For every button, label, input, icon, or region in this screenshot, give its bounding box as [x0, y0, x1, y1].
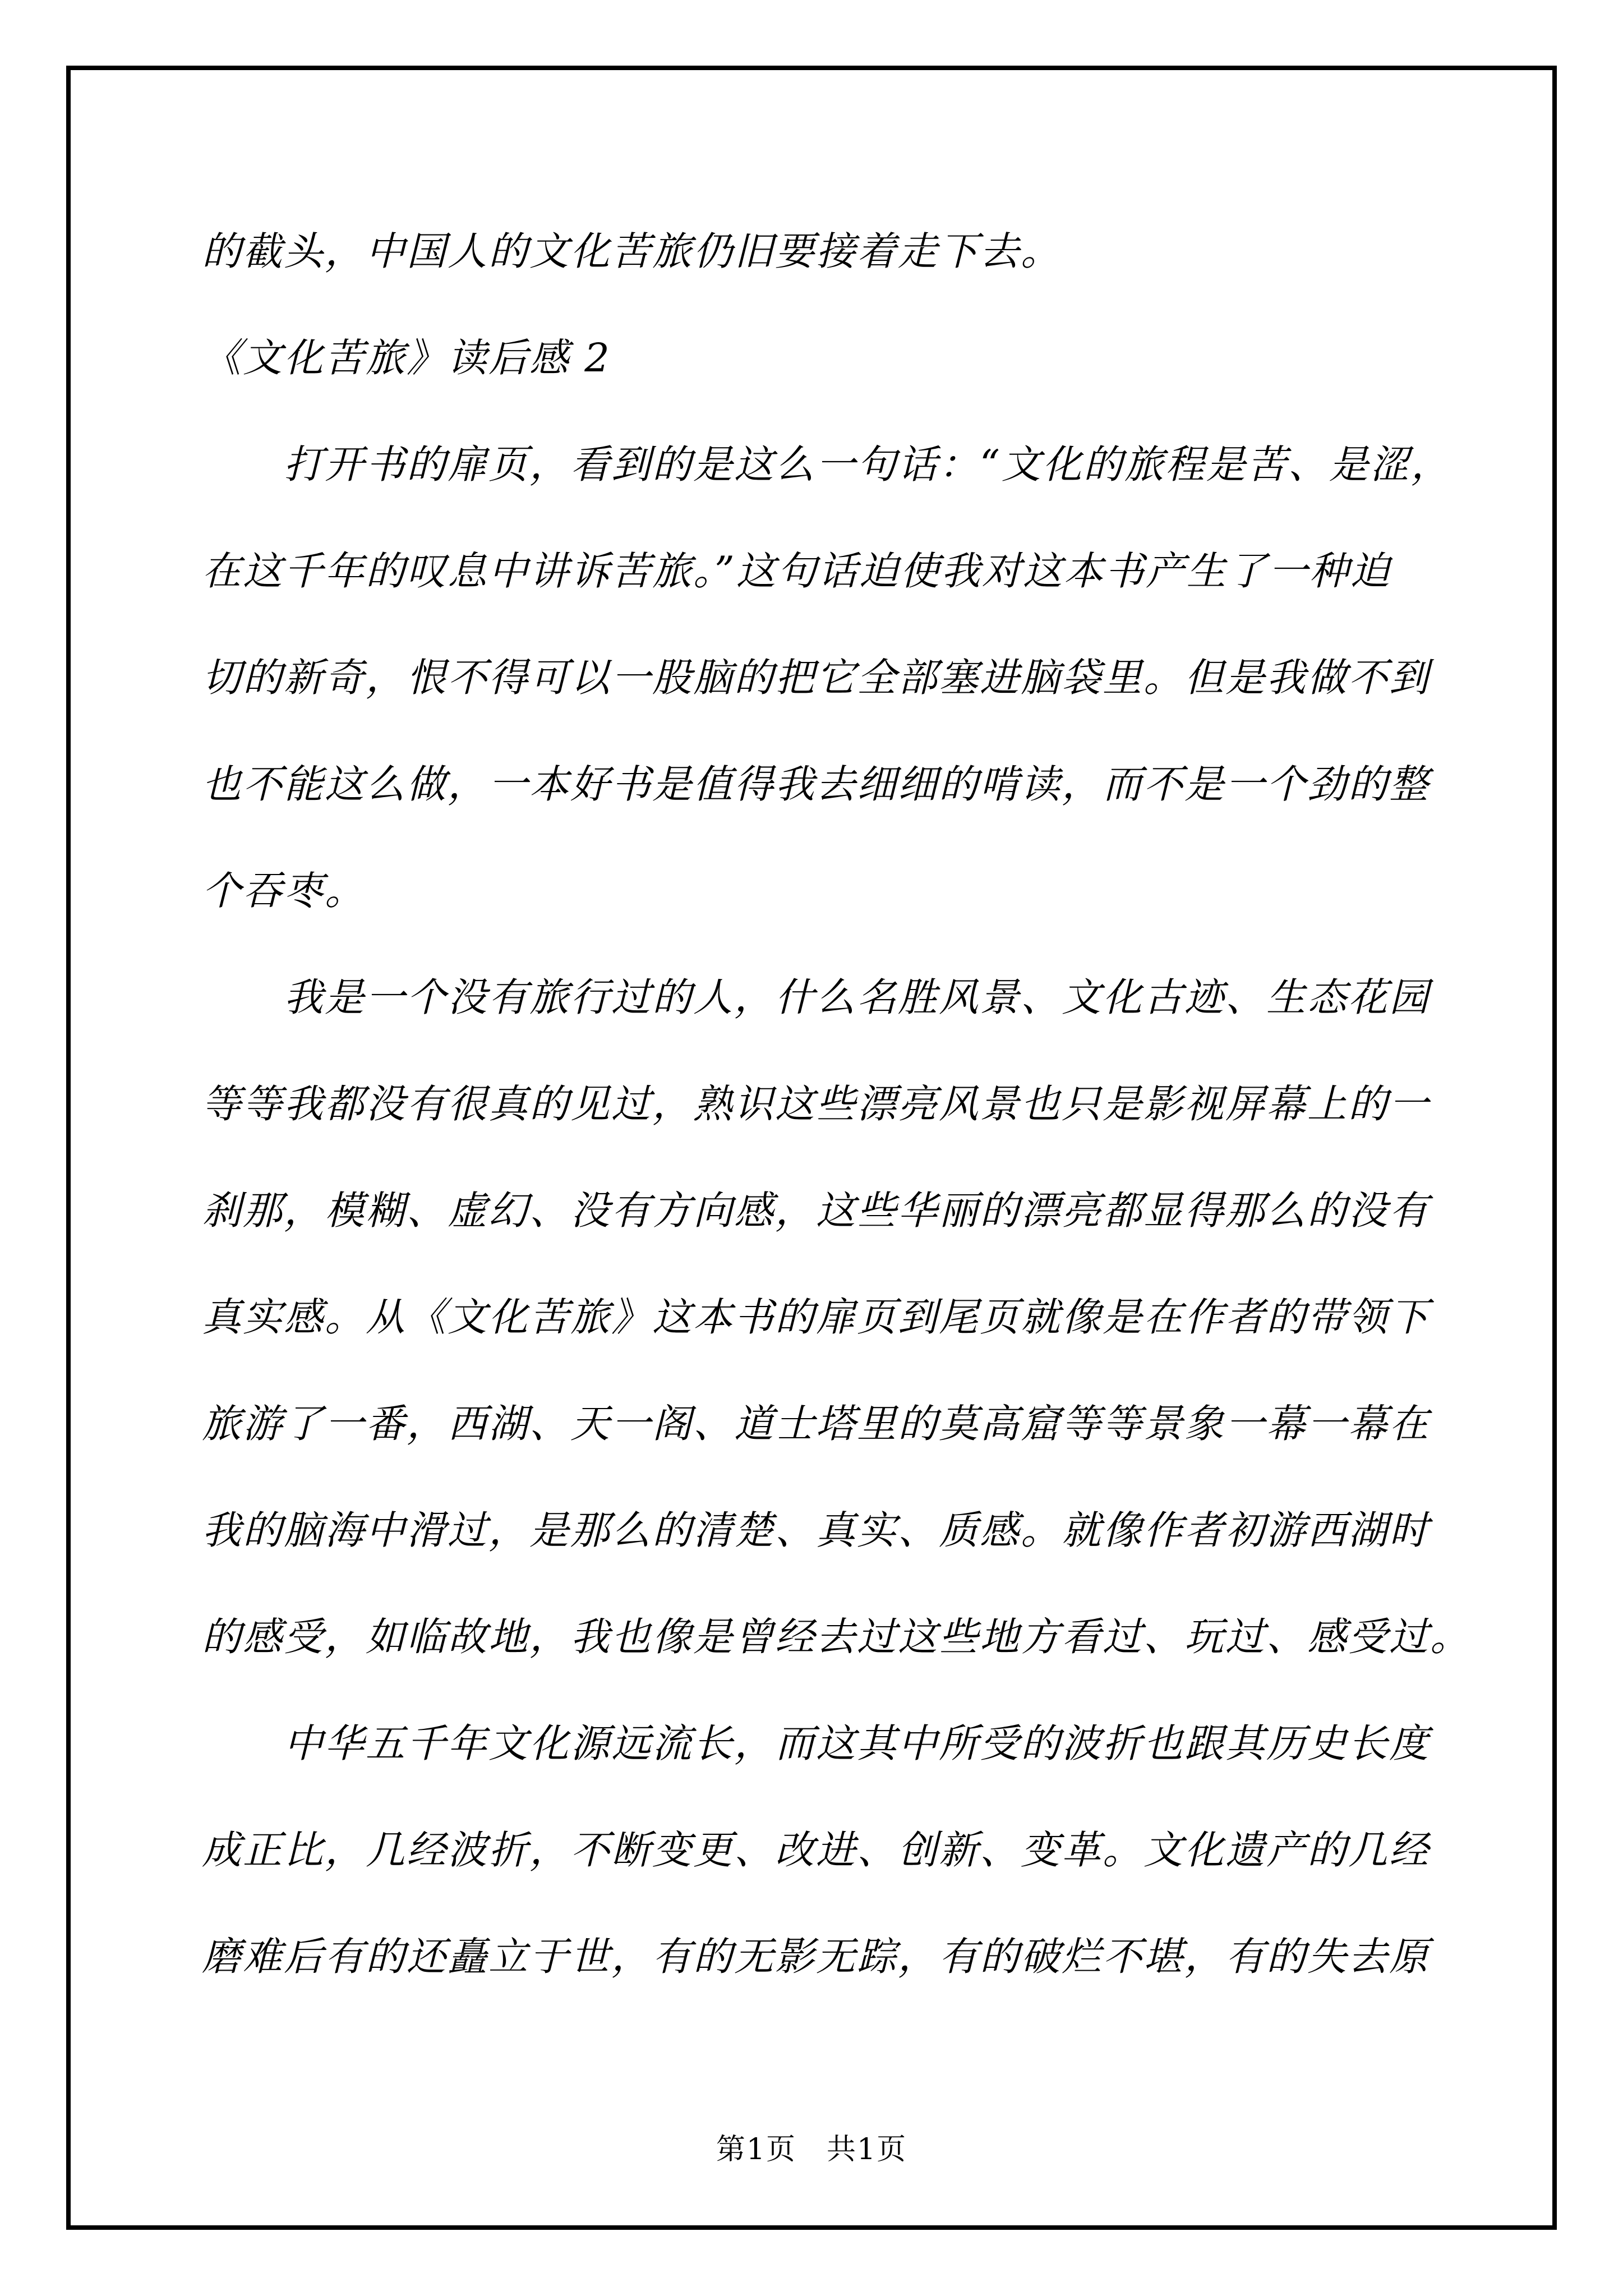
page-frame [66, 66, 1557, 2230]
text-line: 中华五千年文化源远流长，而这其中所受的波折也跟其历史长度 [284, 1720, 1430, 1766]
text-line: 也不能这么做，一本好书是值得我去细细的啃读，而不是一个劲的整 [202, 761, 1430, 807]
text-line: 等等我都没有很真的见过，熟识这些漂亮风景也只是影视屏幕上的一 [202, 1081, 1430, 1127]
section-title: 《文化苦旅》读后感 2 [202, 335, 611, 381]
page-number: 第1页 共1页 [716, 2133, 907, 2166]
text-line: 真实感。从《文化苦旅》这本书的扉页到尾页就像是在作者的带领下 [202, 1294, 1430, 1340]
text-line: 打开书的扉页，看到的是这么一句话：“文化的旅程是苦、是涩， [284, 441, 1452, 487]
text-line: 刹那，模糊、虚幻、没有方向感，这些华丽的漂亮都显得那么的没有 [202, 1188, 1430, 1234]
text-line: 成正比，几经波折，不断变更、改进、创新、变革。文化遗产的几经 [202, 1827, 1430, 1873]
text-line: 个吞枣。 [202, 868, 366, 914]
text-line: 切的新奇，恨不得可以一股脑的把它全部塞进脑袋里。但是我做不到 [202, 655, 1430, 701]
text-line: 的感受，如临故地，我也像是曾经去过这些地方看过、玩过、感受过。 [202, 1614, 1471, 1660]
text-line: 在这千年的叹息中讲诉苦旅。”这句话迫使我对这本书产生了一种迫 [202, 548, 1391, 594]
text-line: 旅游了一番，西湖、天一阁、道士塔里的莫高窟等等景象一幕一幕在 [202, 1401, 1430, 1447]
text-line: 的截头，中国人的文化苦旅仍旧要接着走下去。 [202, 228, 1062, 274]
text-line: 磨难后有的还矗立于世，有的无影无踪，有的破烂不堪，有的失去原 [202, 1934, 1430, 1980]
text-line: 我的脑海中滑过，是那么的清楚、真实、质感。就像作者初游西湖时 [202, 1507, 1430, 1553]
text-line: 我是一个没有旅行过的人，什么名胜风景、文化古迹、生态花园 [284, 974, 1430, 1020]
document-body [202, 198, 1471, 2010]
